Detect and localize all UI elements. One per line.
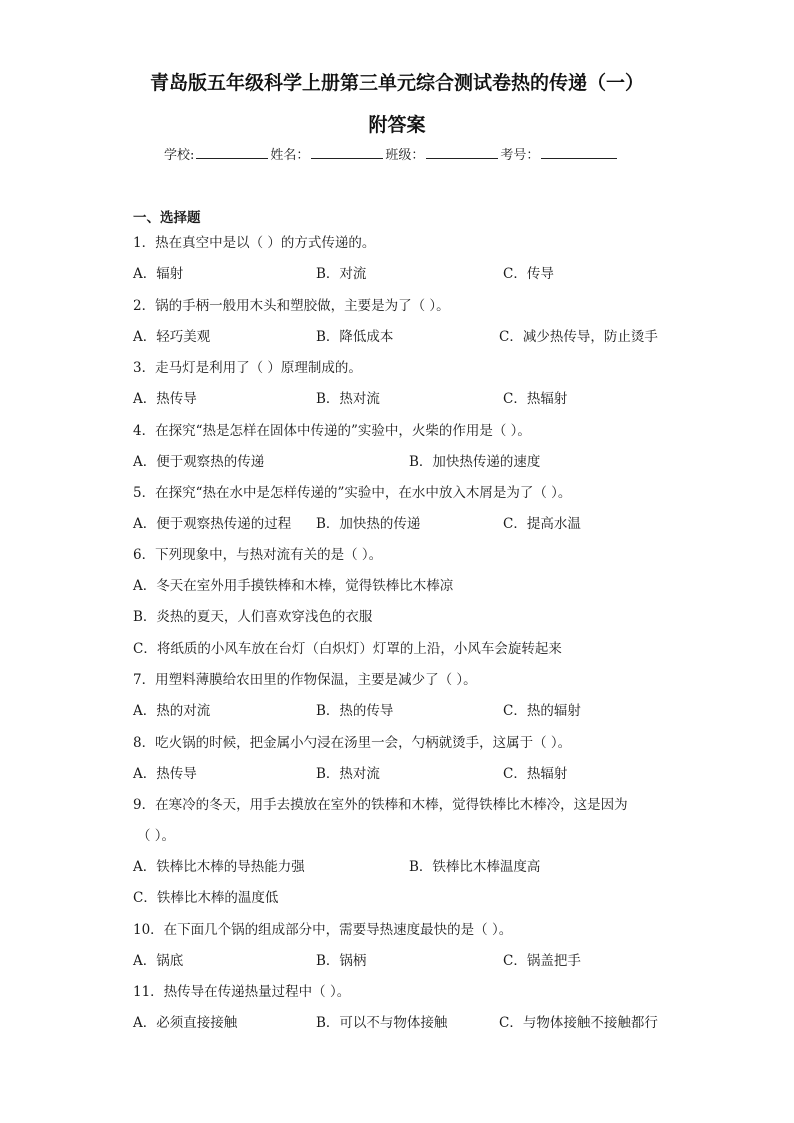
q7-option-a: A．热的对流 (133, 703, 211, 719)
q6-option-c: C．将纸质的小风车放在台灯（白炽灯）灯罩的上沿，小风车会旋转起来 (133, 641, 562, 657)
q10-option-b: B．锅柄 (316, 953, 367, 969)
question-8: 8．吃火锅的时候，把金属小勺浸在汤里一会，勺柄就烫手，这属于（ ）。 (133, 735, 572, 751)
q4-option-b: B．加快热传递的速度 (409, 454, 541, 470)
class-label: 班级： (385, 148, 425, 163)
q7-option-b: B．热的传导 (316, 703, 394, 719)
question-9-continued: （ ）。 (137, 828, 176, 844)
q11-option-b: B．可以不与物体接触 (316, 1015, 448, 1031)
question-11: 11．热传导在传递热量过程中（ ）。 (133, 984, 351, 1000)
q8-option-b: B．热对流 (316, 766, 380, 782)
q9-option-a: A．铁棒比木棒的导热能力强 (133, 859, 305, 875)
q5-option-b: B．加快热的传递 (316, 516, 421, 532)
question-10: 10．在下面几个锅的组成部分中，需要导热速度最快的是（ ）。 (133, 922, 513, 938)
q3-option-c: C．热辐射 (503, 391, 568, 407)
q3-option-a: A．热传导 (133, 391, 197, 407)
q5-option-a: A．便于观察热传递的过程 (133, 516, 292, 532)
q8-option-c: C．热辐射 (503, 766, 568, 782)
q1-option-c: C．传导 (503, 266, 554, 282)
q8-option-a: A．热传导 (133, 766, 197, 782)
question-9: 9．在寒冷的冬天，用手去摸放在室外的铁棒和木棒，觉得铁棒比木棒冷，这是因为 (133, 797, 628, 813)
question-1: 1．热在真空中是以（ ）的方式传递的。 (133, 235, 376, 251)
page-title: 青岛版五年级科学上册第三单元综合测试卷热的传递（一） (149, 72, 644, 94)
exam-no-label: 考号： (500, 148, 540, 163)
q11-option-a: A．必须直接接触 (133, 1015, 238, 1031)
name-blank (311, 145, 383, 159)
question-7: 7．用塑料薄膜给农田里的作物保温，主要是减少了（ ）。 (133, 672, 477, 688)
q2-option-b: B．降低成本 (316, 329, 394, 345)
student-info-row (164, 144, 664, 163)
school-label: 学校: (164, 148, 195, 163)
q3-option-b: B．热对流 (316, 391, 380, 407)
q2-option-a: A．轻巧美观 (133, 329, 211, 345)
question-3: 3．走马灯是利用了（ ）原理制成的。 (133, 360, 362, 376)
school-blank (196, 145, 268, 159)
question-5: 5．在探究“热在水中是怎样传递的”实验中，在水中放入木屑是为了（ ）。 (133, 485, 572, 501)
q9-option-b: B．铁棒比木棒温度高 (409, 859, 541, 875)
question-4: 4．在探究“热是怎样在固体中传递的”实验中，火柴的作用是（ ）。 (133, 423, 531, 439)
question-6: 6．下列现象中，与热对流有关的是（ ）。 (133, 547, 383, 563)
class-blank (426, 145, 498, 159)
q1-option-a: A．辐射 (133, 266, 184, 282)
q10-option-c: C．锅盖把手 (503, 953, 581, 969)
page-subtitle: 附答案 (368, 114, 426, 136)
exam-no-blank (541, 145, 617, 159)
q11-option-c: C．与物体接触不接触都行 (499, 1015, 658, 1031)
name-label: 姓名： (270, 148, 310, 163)
question-2: 2．锅的手柄一般用木头和塑胶做，主要是为了（ ）。 (133, 298, 450, 314)
q6-option-a: A．冬天在室外用手摸铁棒和木棒，觉得铁棒比木棒凉 (133, 578, 454, 594)
q9-option-c: C．铁棒比木棒的温度低 (133, 890, 279, 906)
section-heading: 一、选择题 (133, 210, 201, 226)
q5-option-c: C．提高水温 (503, 516, 581, 532)
q10-option-a: A．锅底 (133, 953, 184, 969)
q2-option-c: C．减少热传导，防止烫手 (499, 329, 658, 345)
q7-option-c: C．热的辐射 (503, 703, 581, 719)
q4-option-a: A．便于观察热的传递 (133, 454, 265, 470)
q6-option-b: B．炎热的夏天，人们喜欢穿浅色的衣服 (133, 609, 373, 625)
q1-option-b: B．对流 (316, 266, 367, 282)
